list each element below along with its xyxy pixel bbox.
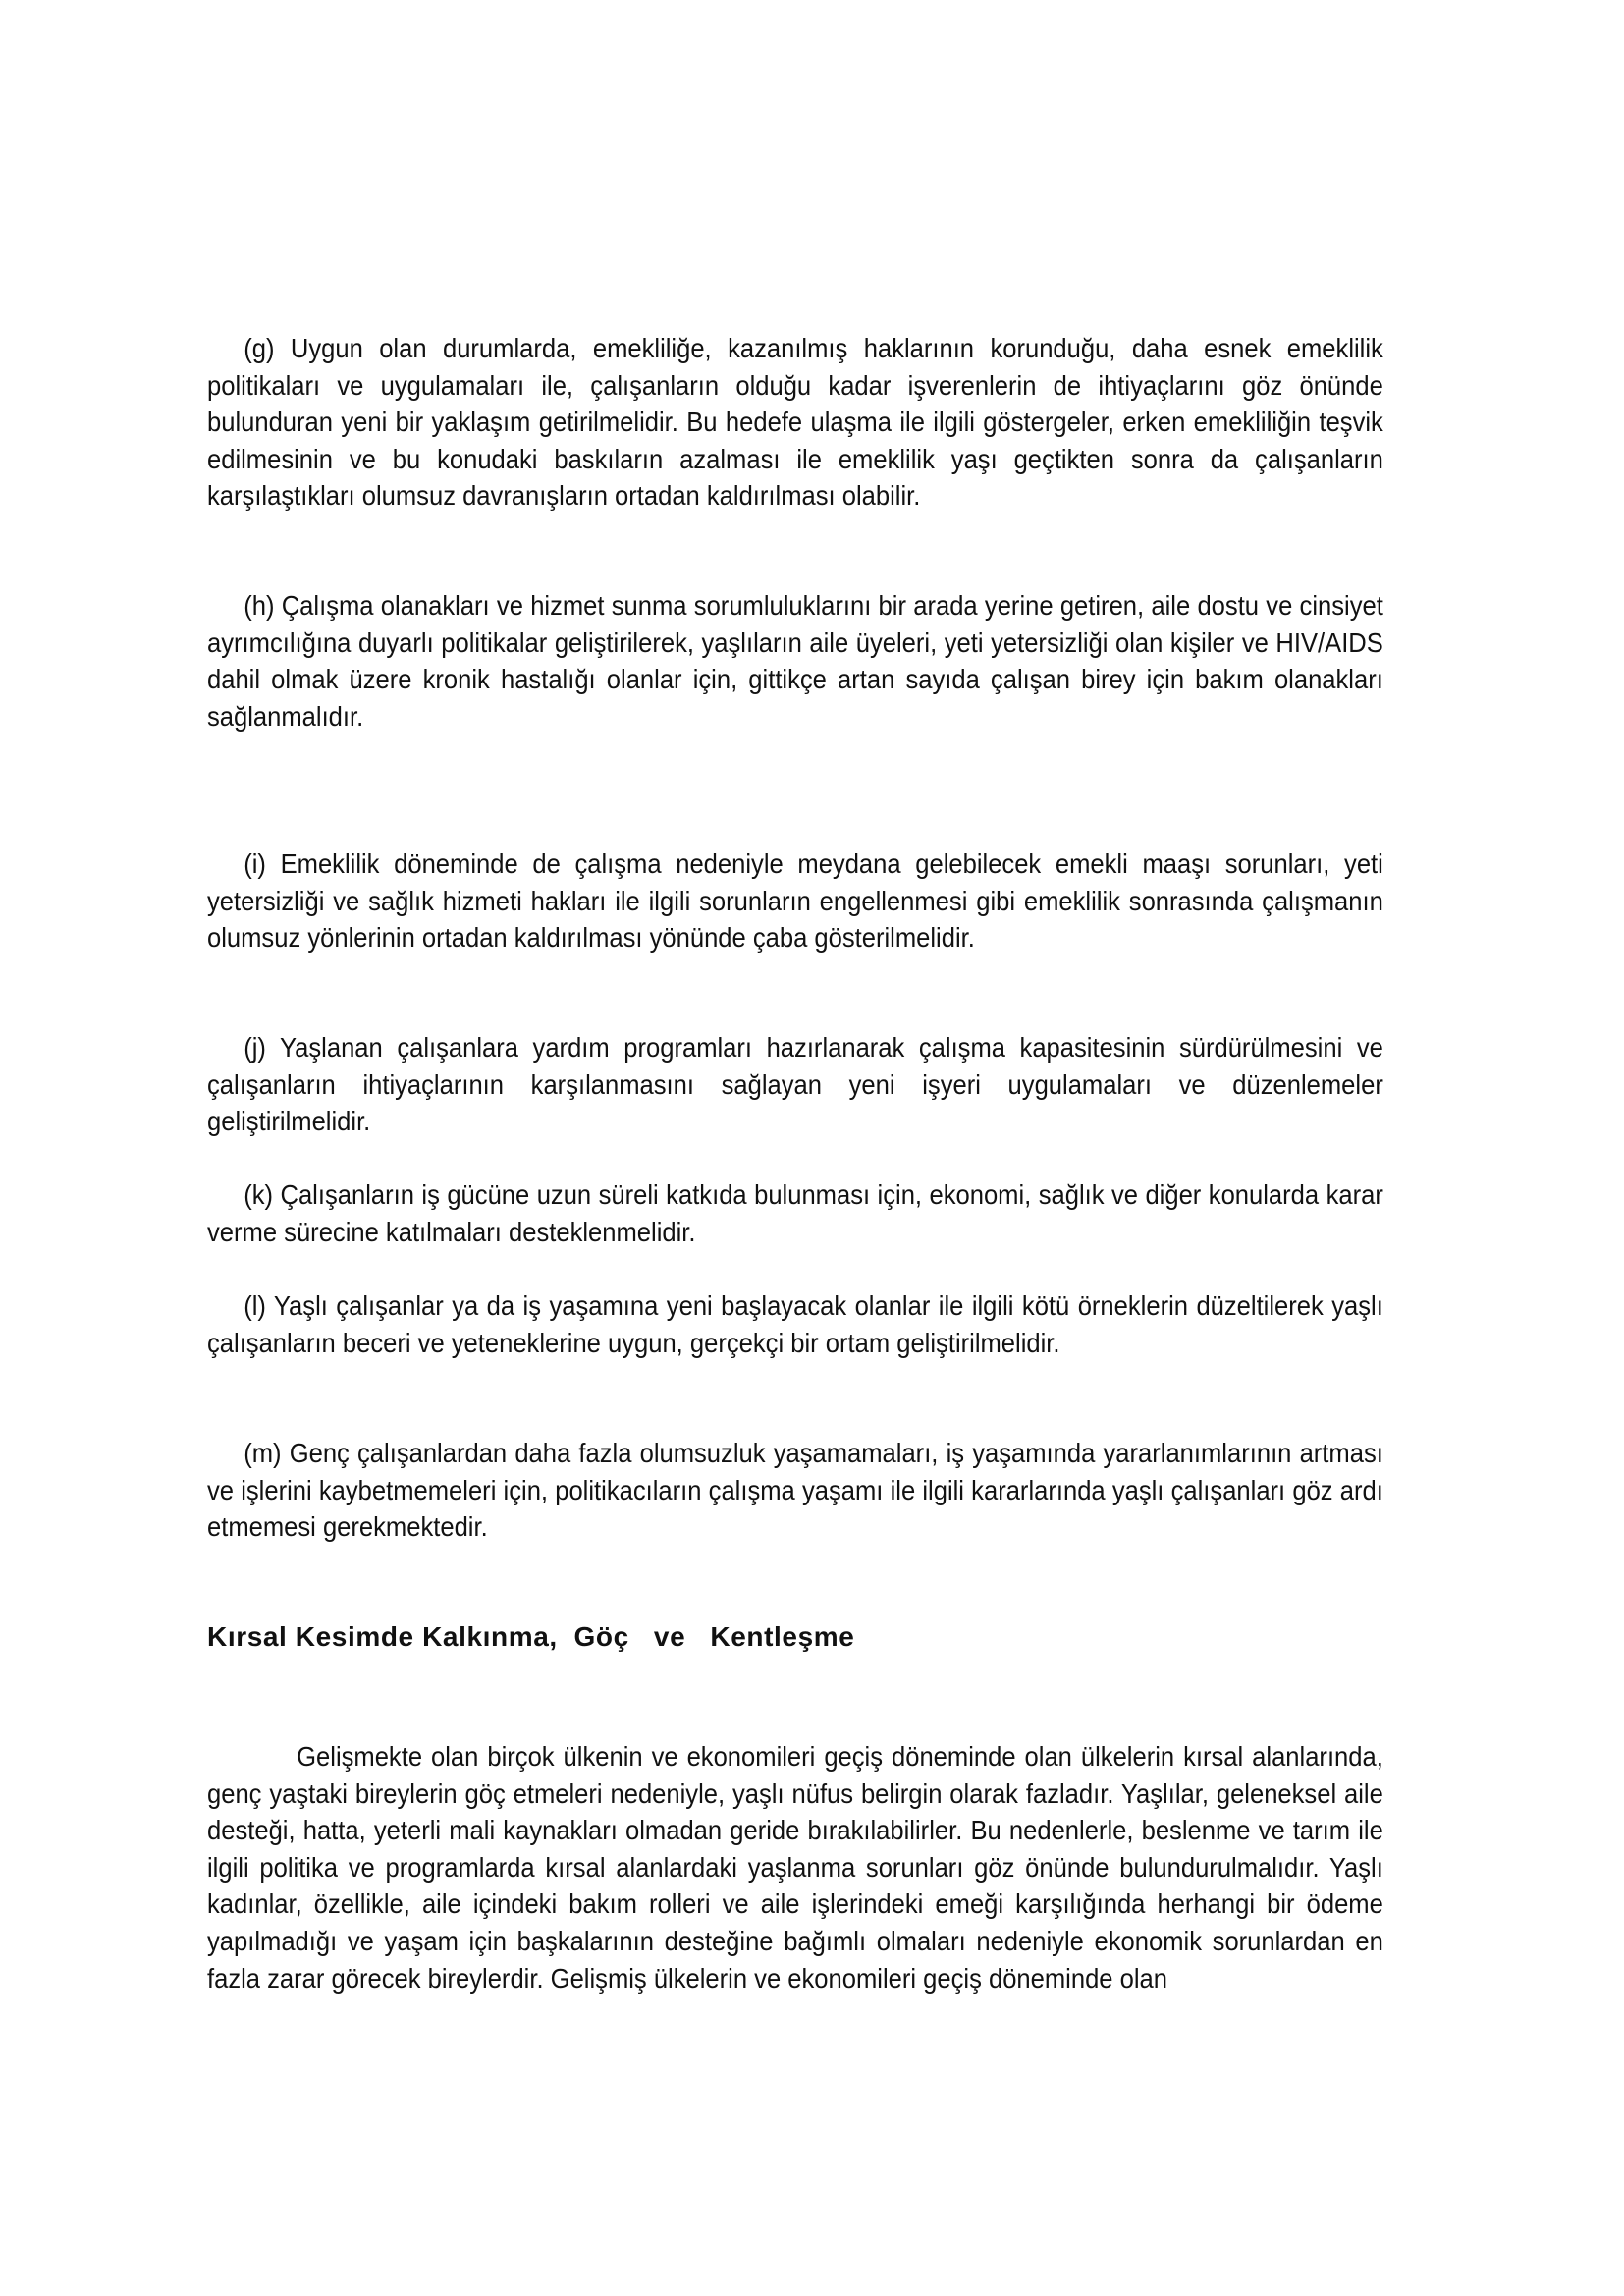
paragraph-k: (k) Çalışanların iş gücüne uzun süreli katkıda bulunması için, ekonomi, sağlık ve diğer konularda karar verme sürecine katılmaları desteklenmelidir. [207,1179,1383,1247]
paragraph-m: (m) Genç çalışanlardan daha fazla olumsuzluk yaşamamaları, iş yaşamında yararlanımlarının artması ve işlerini kaybetmemeleri için, politikacıların çalışma yaşamı ile ilgili kararlarında yaşlı çalışanları göz ardı etmemesi gerekmektedir. [207,1438,1383,1543]
section-heading: Kırsal Kesimde Kalkınma, Göç ve Kentleşme [207,1621,855,1652]
paragraph-l: (l) Yaşlı çalışanlar ya da iş yaşamına yeni başlayacak olanlar ile ilgili kötü örneklerin düzeltilerek yaşlı çalışanların beceri ve yeteneklerine uygun, gerçekçi bir ortam geliştirilmelidir. [207,1290,1383,1358]
paragraph-j: (j) Yaşlanan çalışanlara yardım programları hazırlanarak çalışma kapasitesinin sürdürülmesini ve çalışanların ihtiyaçlarının karşılanmasını sağlayan yeni işyeri uygulamaları ve düzenlemeler geliştirilmelidir. [207,1032,1383,1137]
section-body-paragraph: Gelişmekte olan birçok ülkenin ve ekonomileri geçiş döneminde olan ülkelerin kırsal alanlarında, genç yaştaki bireylerin göç etmeleri nedeniyle, yaşlı nüfus belirgin olarak fazladır. Yaşlılar, geleneksel aile desteği, hatta, yeterli mali kaynakları olmadan geride bırakılabilirler. Bu nedenlerle, beslenme ve tarım ile ilgili politika ve programlarda kırsal alanlardaki yaşlanma sorunları göz önünde bulundurulmalıdır. Yaşlı kadınlar, özellikle, aile içindeki bakım rolleri ve aile işlerindeki emeği karşılığında herhangi bir ödeme yapılmadığı ve yaşam için başkalarının desteğine bağımlı olmaları nedeniyle ekonomik sorunlardan en fazla zarar görecek bireylerdir. Gelişmiş ülkelerin ve ekonomileri geçiş döneminde olan [207,1741,1383,1994]
paragraph-i: (i) Emeklilik döneminde de çalışma nedeniyle meydana gelebilecek emekli maaşı sorunları, yeti yetersizliği ve sağlık hizmeti hakları ile ilgili sorunların engellenmesi gibi emeklilik sonrasında çalışmanın olumsuz yönlerinin ortadan kaldırılması yönünde çaba gösterilmelidir. [207,848,1383,954]
paragraph-g: (g) Uygun olan durumlarda, emekliliğe, kazanılmış haklarının korunduğu, daha esnek emeklilik politikaları ve uygulamaları ile, çalışanların olduğu kadar işverenlerin de ihtiyaçlarını göz önünde bulunduran yeni bir yaklaşım getirilmelidir. Bu hedefe ulaşma ile ilgili göstergeler, erken emekliliğin teşvik edilmesinin ve bu konudaki baskıların azalması ile emeklilik yaşı geçtikten sonra da çalışanların karşılaştıkları olumsuz davranışların ortadan kaldırılması olabilir. [207,333,1383,512]
paragraph-h: (h) Çalışma olanakları ve hizmet sunma sorumluluklarını bir arada yerine getiren, aile dostu ve cinsiyet ayrımcılığına duyarlı politikalar geliştirilerek, yaşlıların aile üyeleri, yeti yetersizliği olan kişiler ve HIV/AIDS dahil olmak üzere kronik hastalığı olanlar için, gittikçe artan sayıda çalışan birey için bakım olanakları sağlanmalıdır. [207,590,1383,732]
